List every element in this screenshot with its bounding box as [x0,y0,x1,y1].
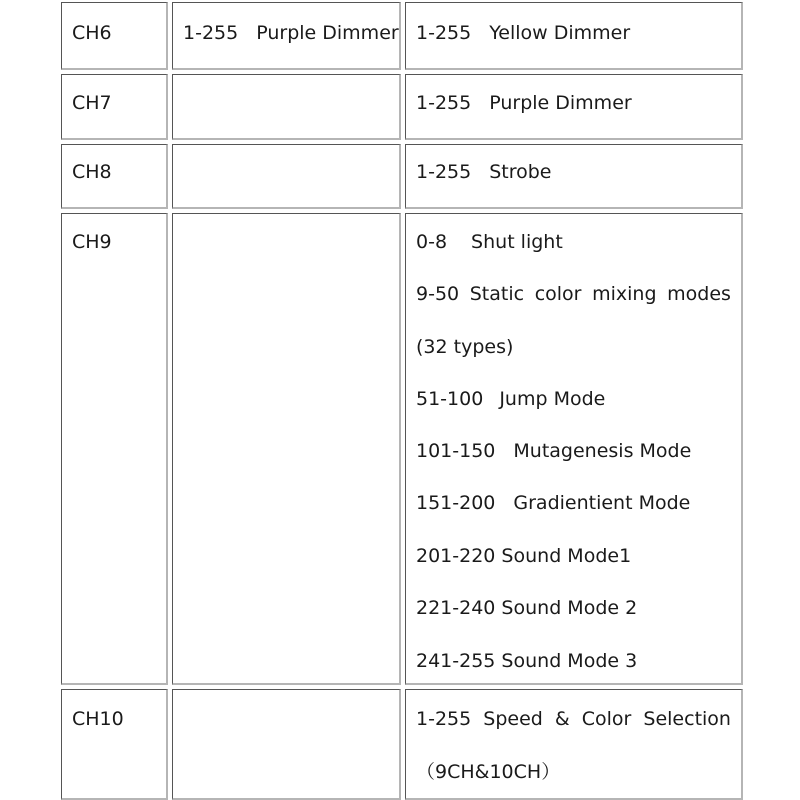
ch8-channel-cell [61,144,168,209]
function-line [416,231,563,253]
channel-label: CH8 [72,161,112,183]
function-line [416,161,552,183]
ch8-function-cell [405,144,743,209]
function-line [416,22,630,44]
function-line-justified [416,708,731,730]
channel-label: CH6 [72,22,112,44]
function-name: Shut light [471,231,563,253]
ch9-value-cell [172,213,401,685]
value-function: Purple Dimmer [256,22,399,44]
function-name: Purple Dimmer [489,92,632,114]
function-range: 151-200 [416,492,496,514]
function-line: 201-220 Sound Mode1 [416,545,632,567]
function-line: 241-255 Sound Mode 3 [416,650,638,672]
function-word: Speed [483,708,543,730]
function-line-justified [416,283,731,305]
function-line: （9CH&10CH） [416,761,561,783]
function-word: color [534,283,582,305]
ch10-function-cell [405,689,743,800]
function-word: Color [581,708,632,730]
function-range: 1-255 [416,22,472,44]
ch9-function-cell [405,213,743,685]
function-word: modes [667,283,731,305]
function-name: Gradientient Mode [513,492,691,514]
function-word: mixing [592,283,657,305]
function-line: 221-240 Sound Mode 2 [416,597,638,619]
function-name: Strobe [489,161,552,183]
channel-label: CH7 [72,92,112,114]
ch10-value-cell [172,689,401,800]
function-name: Jump Mode [499,388,606,410]
value-range: 1-255 [183,22,239,44]
ch8-value-cell [172,144,401,209]
function-line: (32 types) [416,336,514,358]
function-word: Static [469,283,525,305]
ch10-channel-cell [61,689,168,800]
ch6-channel-cell [61,2,168,70]
function-name: Mutagenesis Mode [513,440,692,462]
function-range: 1-255 [416,92,472,114]
channel-label: CH10 [72,708,124,730]
function-line [416,492,690,514]
function-range: 51-100 [416,388,484,410]
ch9-channel-cell [61,213,168,685]
function-range: 1-255 [416,161,472,183]
value-line [183,22,399,44]
ch7-value-cell [172,74,401,140]
function-range: 101-150 [416,440,496,462]
function-line [416,92,632,114]
ch7-channel-cell [61,74,168,140]
ch7-function-cell [405,74,743,140]
function-word: & [554,708,570,730]
function-name: Yellow Dimmer [489,22,631,44]
function-range: 0-8 [416,231,448,253]
function-word: 1-255 [416,708,472,730]
channel-label: CH9 [72,231,112,253]
ch6-value-cell [172,2,401,70]
function-word: 9-50 [416,283,460,305]
function-line [416,440,691,462]
ch6-function-cell [405,2,743,70]
function-line [416,388,605,410]
function-word: Selection [643,708,731,730]
